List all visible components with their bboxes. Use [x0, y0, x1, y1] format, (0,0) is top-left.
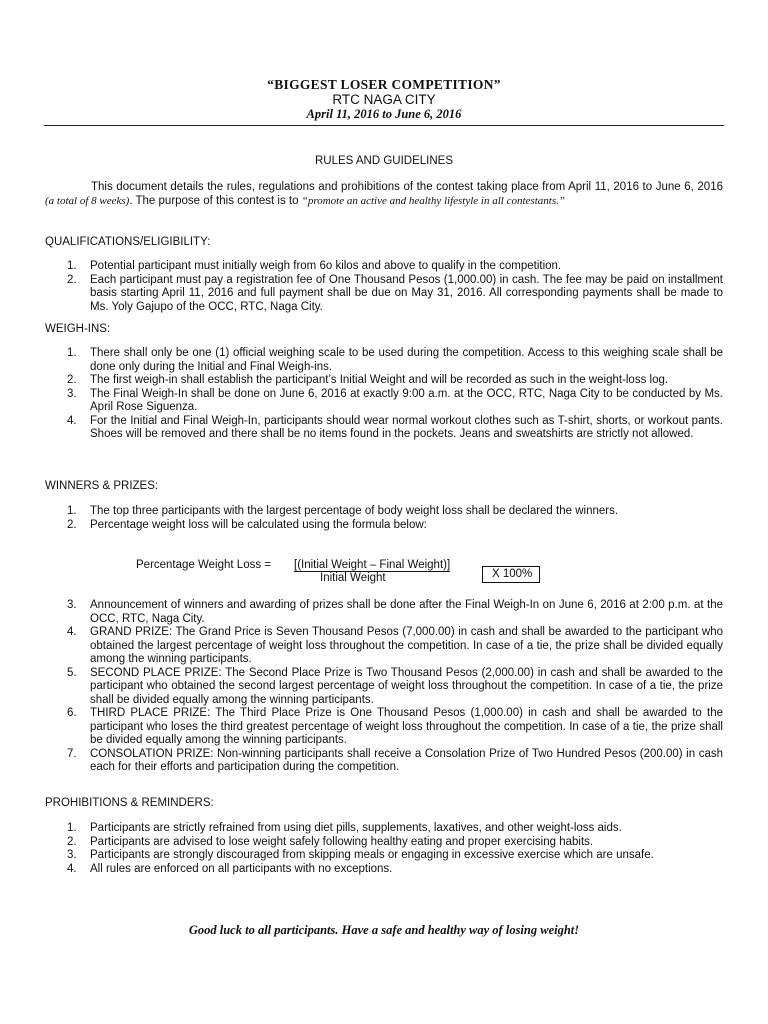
list-item: [45, 707, 723, 748]
list-text: The Final Weigh-In shall be done on June 6, 2016 at exactly 9:00 a.m. at the OCC, RTC, Naga City to be conducted by Ms. April Rose Siguenza.: [90, 387, 723, 413]
formula-denominator: Initial Weight: [320, 572, 386, 584]
list-text: All rules are enforced on all participants with no exceptions.: [90, 862, 393, 875]
list-number: 1.: [67, 260, 77, 272]
closing-message: Good luck to all participants. Have a safe and healthy way of losing weight!: [188, 923, 580, 937]
list-text: The top three participants with the largest percentage of body weight loss shall be declared the winners.: [90, 505, 619, 517]
list-text: Announcement of winners and awarding of prizes shall be done after the Final Weigh-In on June 6, 2016 at 2:00 p.m. at the OCC, RTC, Naga City.: [90, 599, 723, 625]
intro-total-weeks: (a total of 8 weeks): [45, 194, 130, 207]
intro-text-before: This document details the rules, regulations and prohibitions of the contest taking place from April 11, 2016 to June 6, 2016: [91, 181, 723, 193]
list-item: [45, 863, 723, 877]
section-title: RULES AND GUIDELINES: [314, 155, 454, 167]
intro-paragraph: [45, 181, 723, 208]
formula-label: Percentage Weight Loss =: [136, 559, 271, 571]
formula-multiplier-box: X 100%: [482, 566, 540, 583]
list-number: 4.: [67, 862, 77, 875]
list-number: 1.: [67, 505, 77, 517]
list-item: [45, 260, 723, 274]
document-location: RTC NAGA CITY: [332, 92, 436, 107]
intro-text-middle: . The purpose of this contest is to: [129, 194, 302, 207]
list-number: 3.: [67, 599, 77, 611]
list-text: Each participant must pay a registration fee of One Thousand Pesos (1,000.00) in cash. The fee may be paid on installment basis starting April 11, 2016 and full payment shall be due on May 31, 2016. All corresponding payments shall be made to Ms. Yoly Gajupo of the OCC, RTC, Naga City.: [90, 273, 723, 313]
list-number: 7.: [67, 747, 77, 760]
list-text: GRAND PRIZE: The Grand Price is Seven Thousand Pesos (7,000.00) in cash and shall be awarded to the participant who obtained the largest percentage of weight loss throughout the competition. In case of a tie, the prize shall be divided equally among the winning participants.: [90, 626, 723, 665]
qualifications-heading: QUALIFICATIONS/ELIGIBILITY:: [45, 236, 211, 248]
winners-list-a: [45, 505, 723, 532]
weigh-ins-heading: WEIGH-INS:: [45, 323, 111, 335]
list-text: THIRD PLACE PRIZE: The Third Place Prize is One Thousand Pesos (1,000.00) in cash and shall be awarded to the participant who loses the third greatest percentage of weight loss throughout the competition. In case of a tie, the prize shall be divided equally among the winning participants.: [90, 707, 723, 746]
document-dates: April 11, 2016 to June 6, 2016: [306, 107, 462, 121]
list-item: [45, 626, 723, 667]
list-text: Participants are advised to lose weight safely following healthy eating and proper exercising habits.: [90, 835, 594, 848]
list-number: 2.: [67, 374, 77, 386]
list-number: 6.: [67, 707, 77, 719]
list-item: [45, 822, 723, 836]
prohibitions-heading: PROHIBITIONS & REMINDERS:: [45, 797, 214, 809]
document-title: “BIGGEST LOSER COMPETITION”: [267, 77, 501, 92]
list-number: 2.: [67, 835, 77, 848]
list-item: [45, 415, 723, 442]
prohibitions-list: [45, 822, 723, 876]
list-number: 3.: [67, 387, 77, 400]
weight-loss-formula: [136, 558, 556, 590]
list-number: 5.: [67, 666, 77, 679]
list-text: Potential participant must initially weigh from 6o kilos and above to qualify in the competition.: [90, 260, 562, 272]
list-text: Participants are strongly discouraged from skipping meals or engaging in excessive exercise which are unsafe.: [90, 849, 654, 861]
list-text: There shall only be one (1) official weighing scale to be used during the competition. Access to this weighing scale shall be done only during the Initial and Final Weigh-ins.: [90, 347, 723, 373]
list-number: 4.: [67, 414, 77, 427]
winners-list-b: [45, 599, 723, 775]
formula-numerator: [(Initial Weight – Final Weight)]: [294, 559, 451, 571]
list-item: [45, 374, 723, 388]
list-text: SECOND PLACE PRIZE: The Second Place Prize is Two Thousand Pesos (2,000.00) in cash and shall be awarded to the participant who obtained the second largest percentage of weight loss throughout the competition. In case of a tie, the prize shall be divided equally among the winning participants.: [90, 666, 723, 706]
list-item: [45, 849, 723, 863]
list-number: 2.: [67, 273, 77, 286]
list-text: Participants are strictly refrained from using diet pills, supplements, laxatives, and other weight-loss aids.: [90, 822, 622, 834]
list-item: [45, 599, 723, 626]
winners-heading: WINNERS & PRIZES:: [45, 480, 159, 492]
qualifications-list: [45, 260, 723, 314]
list-item: [45, 505, 723, 519]
list-item: [45, 274, 723, 315]
list-item: [45, 836, 723, 850]
weigh-ins-list: [45, 347, 723, 442]
list-text: CONSOLATION PRIZE: Non-winning participants shall receive a Consolation Prize of Two Hundred Pesos (200.00) in cash each for their efforts and participation during the competition.: [90, 747, 723, 773]
list-item: [45, 748, 723, 775]
list-text: Percentage weight loss will be calculated using the formula below:: [90, 518, 427, 531]
list-text: The first weigh-in shall establish the participant’s Initial Weight and will be recorded as such in the weight-loss log.: [90, 374, 669, 386]
list-number: 1.: [67, 347, 77, 359]
list-number: 2.: [67, 518, 77, 531]
list-item: [45, 388, 723, 415]
list-text: For the Initial and Final Weigh-In, participants should wear normal workout clothes such as T-shirt, shorts, or workout pants. Shoes will be removed and there shall be no items found in the pockets. Jeans and sweatshirts are strictly not allowed.: [90, 414, 723, 440]
list-item: [45, 347, 723, 374]
list-number: 4.: [67, 626, 77, 638]
list-number: 3.: [67, 849, 77, 861]
list-item: [45, 667, 723, 708]
list-number: 1.: [67, 822, 77, 834]
header-divider: [44, 125, 724, 126]
intro-purpose: “promote an active and healthy lifestyle in all contestants.”: [301, 194, 565, 207]
list-item: [45, 519, 723, 533]
